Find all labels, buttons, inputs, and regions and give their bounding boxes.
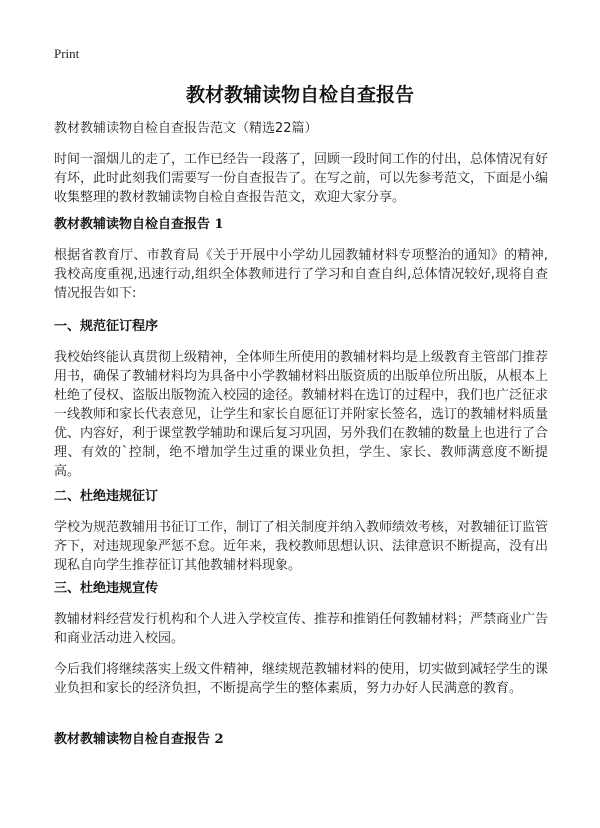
section-2-heading: 二、杜绝违规征订 [54, 489, 159, 504]
report-2-heading: 教材教辅读物自检自查报告 2 [54, 732, 224, 747]
document-title: 教材教辅读物自检自查报告 [185, 84, 414, 106]
section-1-paragraph: 我校始终能认真贯彻上级精神，全体师生所使用的教辅材料均是上级教育主管部门推荐用书，确保了教辅材料均为具备中小学教辅材料出版资质的出版单位所出版，从根本上杜绝了侵权、盗版出版物流入校园的途径。教辅材料在选订的过程中，我们也广泛征求一线教师和家长代表意见，让学生和家长自愿征订并附家长签名，选订的教辅材料质量优、内容好，利于课堂教学辅助和课后复习巩固，另外我们在教辅的数量上也进行了合理、有效的`控制，绝不增加学生过重的课业负担，学生、家长、教师满意度不断提高。 [54, 350, 549, 479]
document-subtitle: 教材教辅读物自检自查报告范文（精选22篇） [54, 121, 318, 136]
print-label: Print [54, 46, 80, 61]
section-3-heading: 三、杜绝违规宣传 [54, 581, 159, 596]
report-1-heading: 教材教辅读物自检自查报告 1 [54, 217, 224, 232]
closing-paragraph: 今后我们将继续落实上级文件精神，继续规范教辅材料的使用，切实做到减轻学生的课业负担和家长的经济负担，不断提高学生的整体素质，努力办好人民满意的教育。 [54, 662, 549, 696]
section-2-paragraph: 学校为规范教辅用书征订工作，制订了相关制度并纳入教师绩效考核，对教辅征订监管齐下，对违规现象严惩不怠。近年来，我校教师思想认识、法律意识不断提高，没有出现私自向学生推荐征订其他教辅材料现象。 [54, 520, 549, 573]
report-1-intro-paragraph: 根据省教育厅、市教育局《关于开展中小学幼儿园教辅材料专项整治的通知》的精神,我校高度重视,迅速行动,组织全体教师进行了学习和自查自纠,总体情况较好,现将自查情况报告如下: [54, 248, 548, 301]
section-1-heading: 一、规范征订程序 [54, 319, 159, 334]
intro-paragraph: 时间一溜烟儿的走了，工作已经告一段落了，回顾一段时间工作的付出，总体情况有好有坏，此时此刻我们需要写一份自查报告了。在写之前，可以先参考范文，下面是小编收集整理的教材教辅读物自检自查报告范文，欢迎大家分享。 [54, 152, 549, 205]
section-3-paragraph: 教辅材料经营发行机构和个人进入学校宣传、推荐和推销任何教辅材料；严禁商业广告和商业活动进入校园。 [54, 612, 549, 646]
